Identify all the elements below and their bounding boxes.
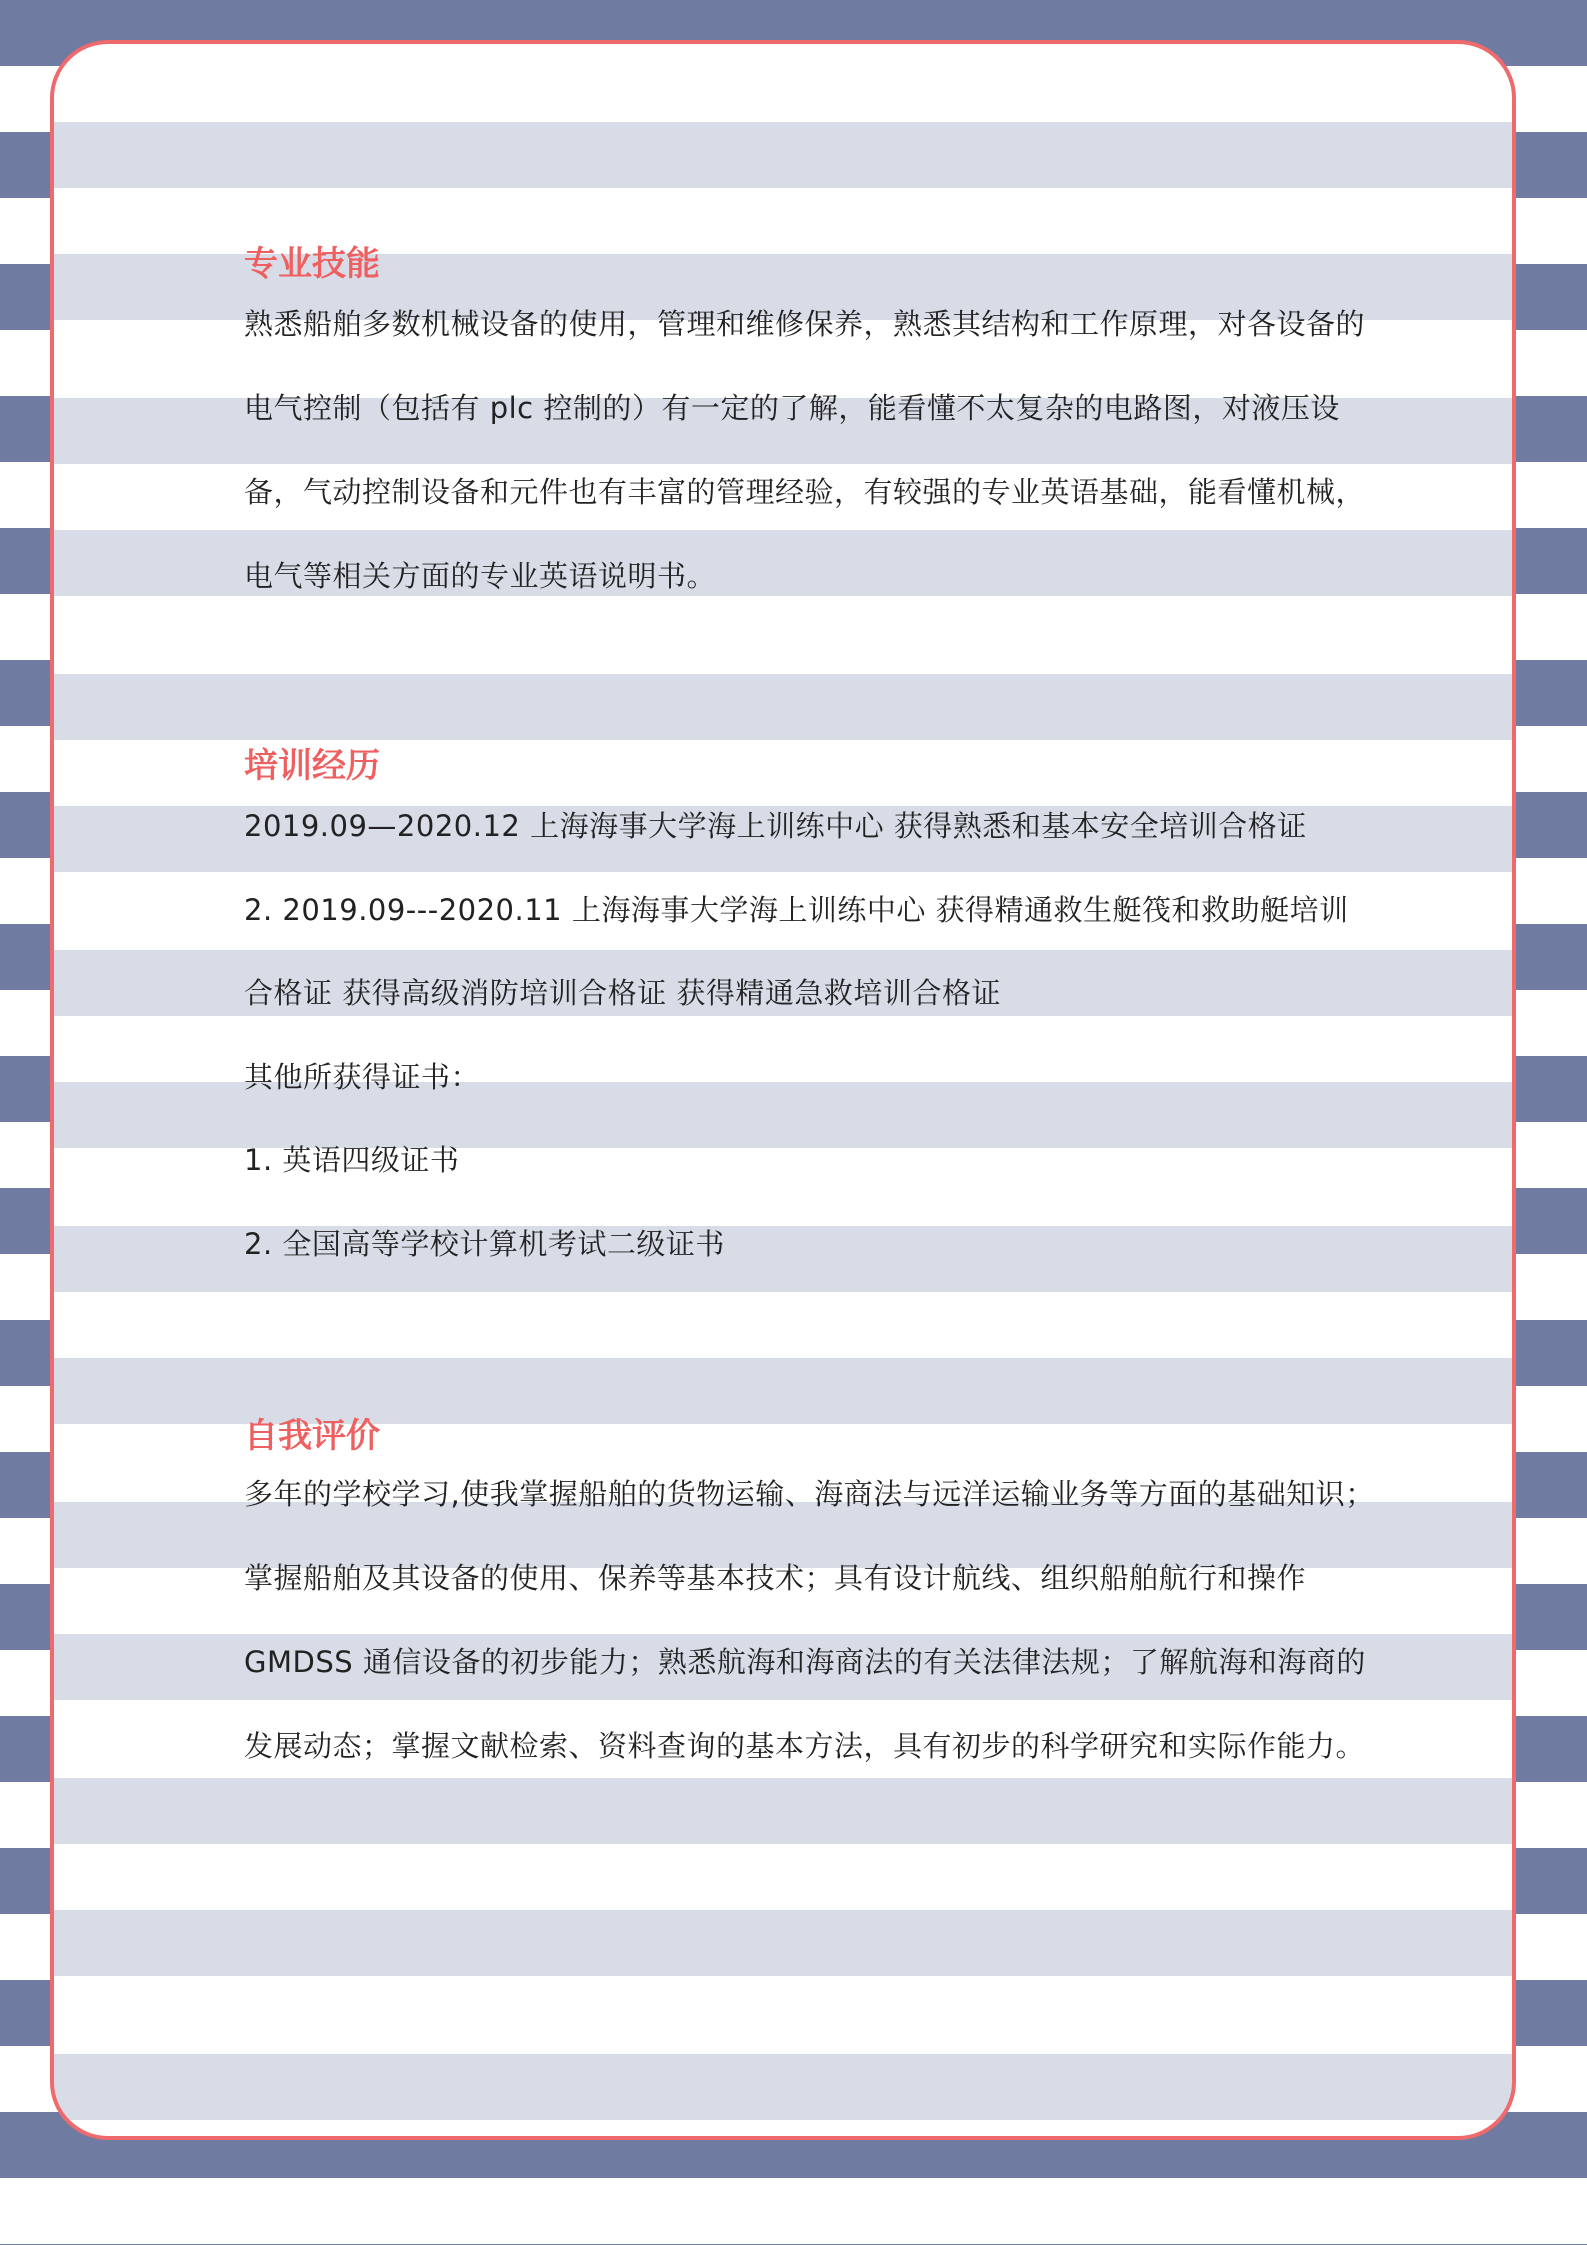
training-line: 2. 全国高等学校计算机考试二级证书 [244, 1227, 725, 1261]
training-section-title: 培训经历 [244, 746, 380, 786]
training-line: 2. 2019.09---2020.11 上海海事大学海上训练中心 获得精通救生艇筏和救助艇培训 [244, 893, 1349, 927]
resume-card [50, 40, 1516, 2140]
skills-section-title: 专业技能 [244, 244, 380, 284]
evaluation-line: 发展动态；掌握文献检索、资料查询的基本方法，具有初步的科学研究和实际作能力。 [244, 1729, 1366, 1763]
evaluation-line: 多年的学校学习,使我掌握船舶的货物运输、海商法与远洋运输业务等方面的基础知识； [244, 1477, 1375, 1511]
evaluation-line: GMDSS 通信设备的初步能力；熟悉航海和海商法的有关法律法规；了解航海和海商的 [244, 1645, 1366, 1679]
training-line: 合格证 获得高级消防培训合格证 获得精通急救培训合格证 [244, 976, 1001, 1010]
training-line: 2019.09—2020.12 上海海事大学海上训练中心 获得熟悉和基本安全培训合格证 [244, 809, 1307, 843]
evaluation-line: 掌握船舶及其设备的使用、保养等基本技术；具有设计航线、组织船舶航行和操作 [244, 1561, 1307, 1595]
skills-line: 电气控制（包括有 plc 控制的）有一定的了解，能看懂不太复杂的电路图，对液压设 [244, 391, 1340, 425]
training-line: 1. 英语四级证书 [244, 1143, 460, 1177]
evaluation-section-title: 自我评价 [244, 1416, 380, 1456]
training-line: 其他所获得证书： [244, 1060, 481, 1094]
skills-line: 电气等相关方面的专业英语说明书。 [244, 559, 717, 593]
skills-line: 熟悉船舶多数机械设备的使用，管理和维修保养，熟悉其结构和工作原理，对各设备的 [244, 307, 1366, 341]
skills-line: 备，气动控制设备和元件也有丰富的管理经验，有较强的专业英语基础，能看懂机械， [244, 475, 1366, 509]
